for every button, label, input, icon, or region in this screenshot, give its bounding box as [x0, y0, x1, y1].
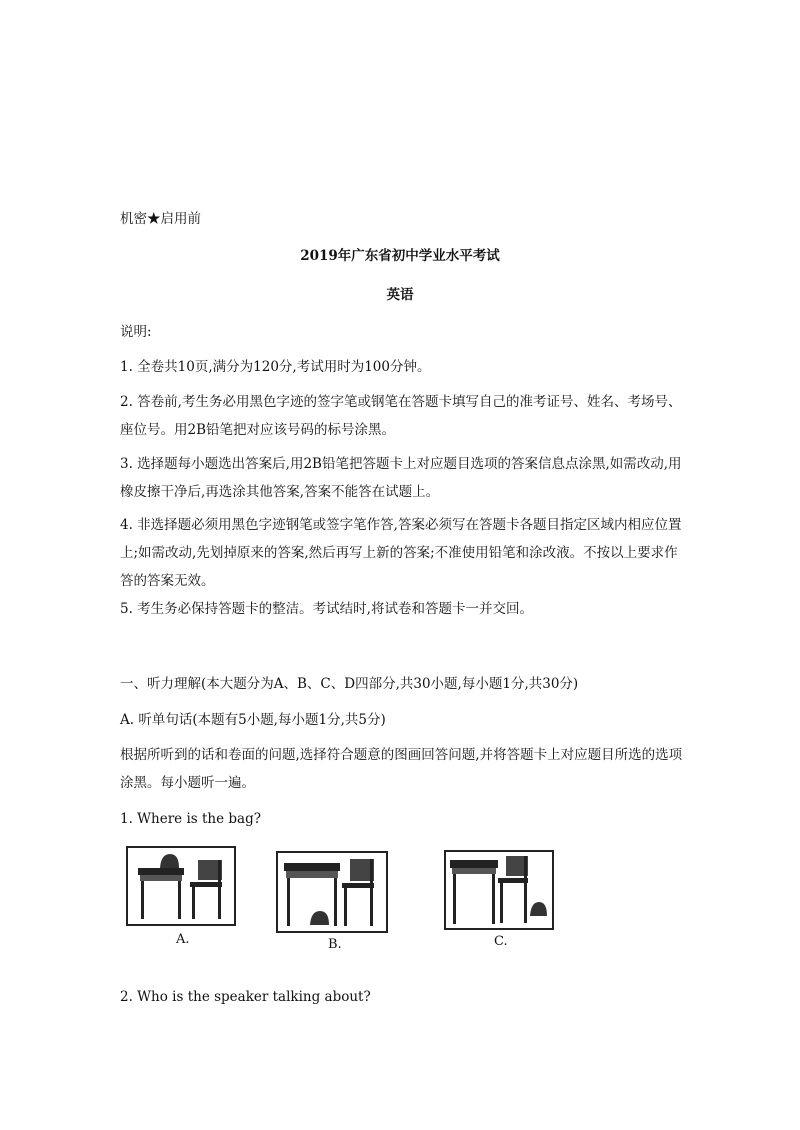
- option-b-label: B.: [328, 937, 342, 952]
- part-a-description: 根据所听到的话和卷面的问题,选择符合题意的图画回答问题,并将答题卡上对应题目所选的选项涂黑。每小题听一遍。: [120, 747, 683, 791]
- question-1: 1. Where is the bag?: [120, 811, 261, 827]
- option-c-label: C.: [494, 934, 508, 949]
- option-b-picture: [276, 851, 388, 933]
- section-title: 一、听力理解(本大题分为A、B、C、D四部分,共30小题,每小题1分,共30分): [120, 676, 579, 692]
- instruction-item-4: 4. 非选择题必须用黑色字迹钢笔或签字笔作答,答案必须写在答题卡各题目指定区域内相应位置上;如需改动,先划掉原来的答案,然后再写上新的答案;不准使用铅笔和涂改液。不按以上要求作答的答案无效。: [120, 517, 682, 589]
- option-a-label: A.: [176, 932, 190, 947]
- instruction-item-2: 2. 答卷前,考生务必用黑色字迹的签字笔或钢笔在答题卡填写自己的准考证号、姓名、考场号、座位号。用2B铅笔把对应该号码的标号涂黑。: [120, 394, 682, 438]
- question-2: 2. Who is the speaker talking about?: [120, 989, 371, 1005]
- subject-title: 英语: [386, 287, 414, 303]
- confidential-label: 机密★启用前: [120, 211, 201, 227]
- exam-title: 2019年广东省初中学业水平考试: [300, 248, 500, 264]
- instruction-item-1: 1. 全卷共10页,满分为120分,考试用时为100分钟。: [120, 359, 431, 375]
- instructions-heading: 说明:: [120, 324, 152, 340]
- part-a-title: A. 听单句话(本题有5小题,每小题1分,共5分): [120, 712, 386, 728]
- instruction-item-3: 3. 选择题每小题选出答案后,用2B铅笔把答题卡上对应题目选项的答案信息点涂黑,如需改动,用橡皮擦干净后,再选涂其他答案,答案不能答在试题上。: [120, 456, 682, 500]
- option-a-picture: [126, 846, 236, 926]
- instruction-item-5: 5. 考生务必保持答题卡的整洁。考试结时,将试卷和答题卡一并交回。: [120, 601, 533, 617]
- option-c-picture: [444, 850, 554, 930]
